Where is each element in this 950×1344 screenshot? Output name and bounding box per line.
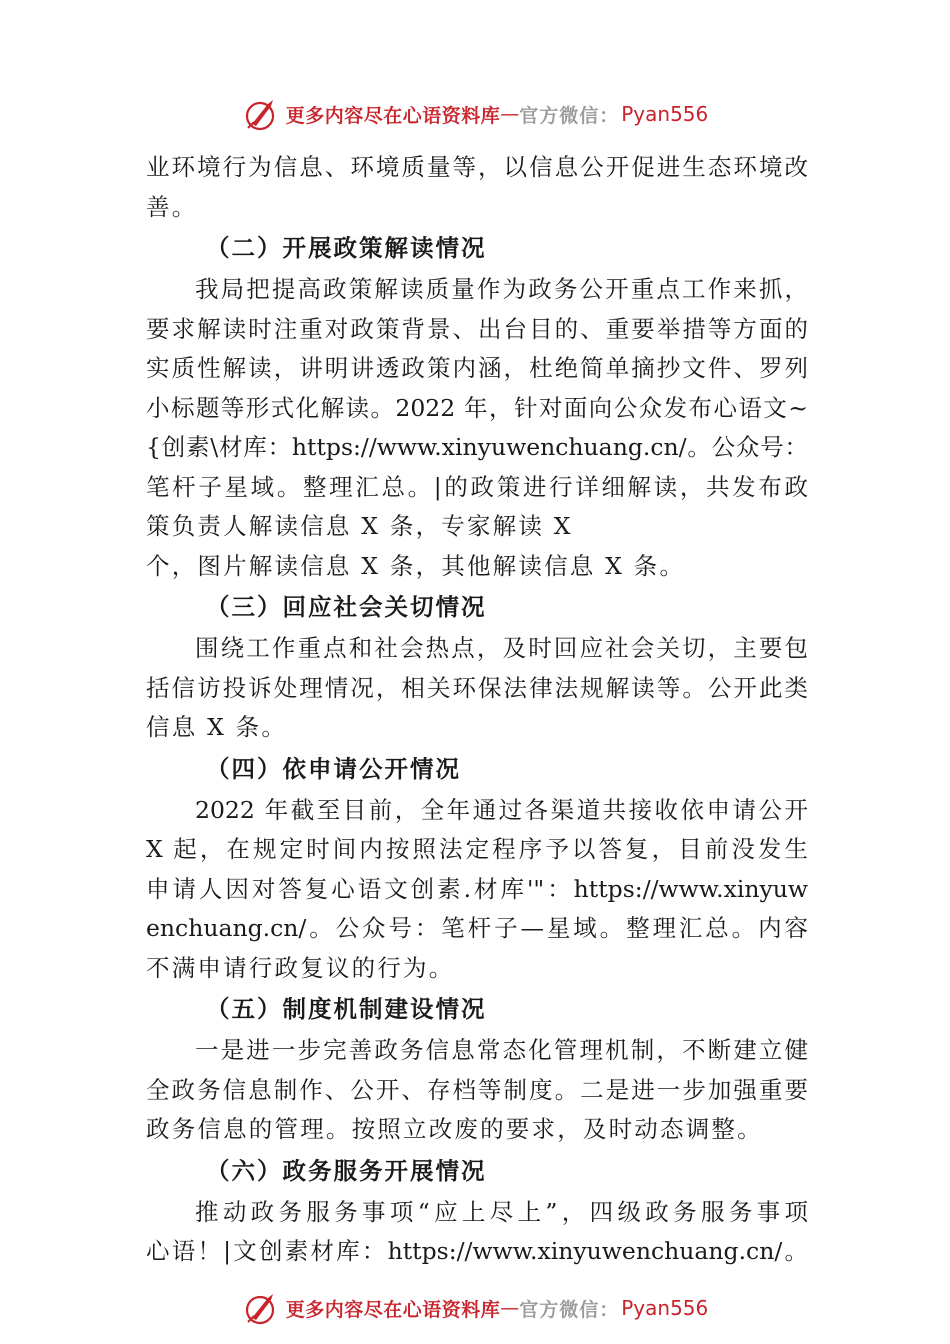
banner-handle: Pyan556	[621, 1296, 709, 1320]
text-line: enchuang.cn/。公众号：笔杆子—星域。整理汇总。内容	[146, 914, 808, 942]
text-line: X 起，在规定时间内按照法定程序予以答复，目前没发生	[146, 835, 808, 863]
text-line: 心语！|文创素材库：https://www.xinyuwenchuang.cn/。	[146, 1237, 808, 1265]
text-line: 业环境行为信息、环境质量等，以信息公开促进生态环境改	[146, 153, 808, 181]
text-line: 个，图片解读信息 X 条，其他解读信息 X 条。	[146, 551, 686, 580]
text-line: 善。	[146, 192, 198, 221]
text-line: 信息 X 条。	[146, 713, 288, 741]
banner-brand: 更多内容尽在心语资料库	[285, 1298, 501, 1321]
text-line: 小标题等形式化解读。2022 年，针对面向公众发布心语文~	[146, 393, 808, 422]
pen-nib-logo-icon	[242, 1290, 282, 1326]
watermark-banner-bottom	[0, 1288, 950, 1328]
text-line: 围绕工作重点和社会热点，及时回应社会关切，主要包	[195, 634, 808, 662]
text-line: 我局把提高政策解读质量作为政务公开重点工作来抓，	[195, 275, 808, 303]
text-line: 实质性解读，讲明讲透政策内涵，杜绝简单摘抄文件、罗列	[146, 354, 808, 382]
text-line: 笔杆子星域。整理汇总。|的政策进行详细解读，共发布政	[146, 472, 808, 501]
banner-dash: —	[500, 103, 520, 125]
banner-handle: Pyan556	[621, 102, 709, 126]
banner-wechat-label: 官方微信：	[519, 1298, 620, 1321]
banner-dash: —	[500, 1297, 520, 1319]
section-heading-2: （二）开展政策解读情况	[206, 234, 487, 262]
text-line: 一是进一步完善政务信息常态化管理机制，不断建立健	[195, 1036, 808, 1064]
text-line: 括信访投诉处理情况，相关环保法律法规解读等。公开此类	[146, 673, 808, 702]
text-line: 申请人因对答复心语文创素.材库'"：https://www.xinyuw	[146, 874, 808, 903]
pen-nib-logo-icon	[242, 96, 282, 132]
text-line: 全政务信息制作、公开、存档等制度。二是进一步加强重要	[146, 1075, 808, 1104]
text-line: {创素\材库：https://www.xinyuwenchuang.cn/。公众号：	[146, 433, 808, 461]
section-heading-3: （三）回应社会关切情况	[206, 593, 487, 621]
document-body	[146, 148, 808, 1272]
text-line: 2022 年截至目前，全年通过各渠道共接收依申请公开	[195, 795, 808, 824]
section-heading-6: （六）政务服务开展情况	[206, 1156, 487, 1185]
section-heading-5: （五）制度机制建设情况	[206, 995, 487, 1023]
text-line: 政务信息的管理。按照立改废的要求，及时动态调整。	[146, 1115, 763, 1143]
text-line: 策负责人解读信息 X 条，专家解读 X	[146, 512, 573, 540]
section-heading-4: （四）依申请公开情况	[206, 754, 461, 783]
text-line: 要求解读时注重对政策背景、出台目的、重要举措等方面的	[146, 314, 808, 343]
banner-brand: 更多内容尽在心语资料库	[285, 104, 501, 127]
banner-wechat-label: 官方微信：	[519, 104, 620, 127]
watermark-banner-top	[0, 94, 950, 134]
text-line: 推动政务服务事项“应上尽上”，四级政务服务事项	[195, 1197, 808, 1226]
text-line: 不满申请行政复议的行为。	[146, 953, 455, 982]
